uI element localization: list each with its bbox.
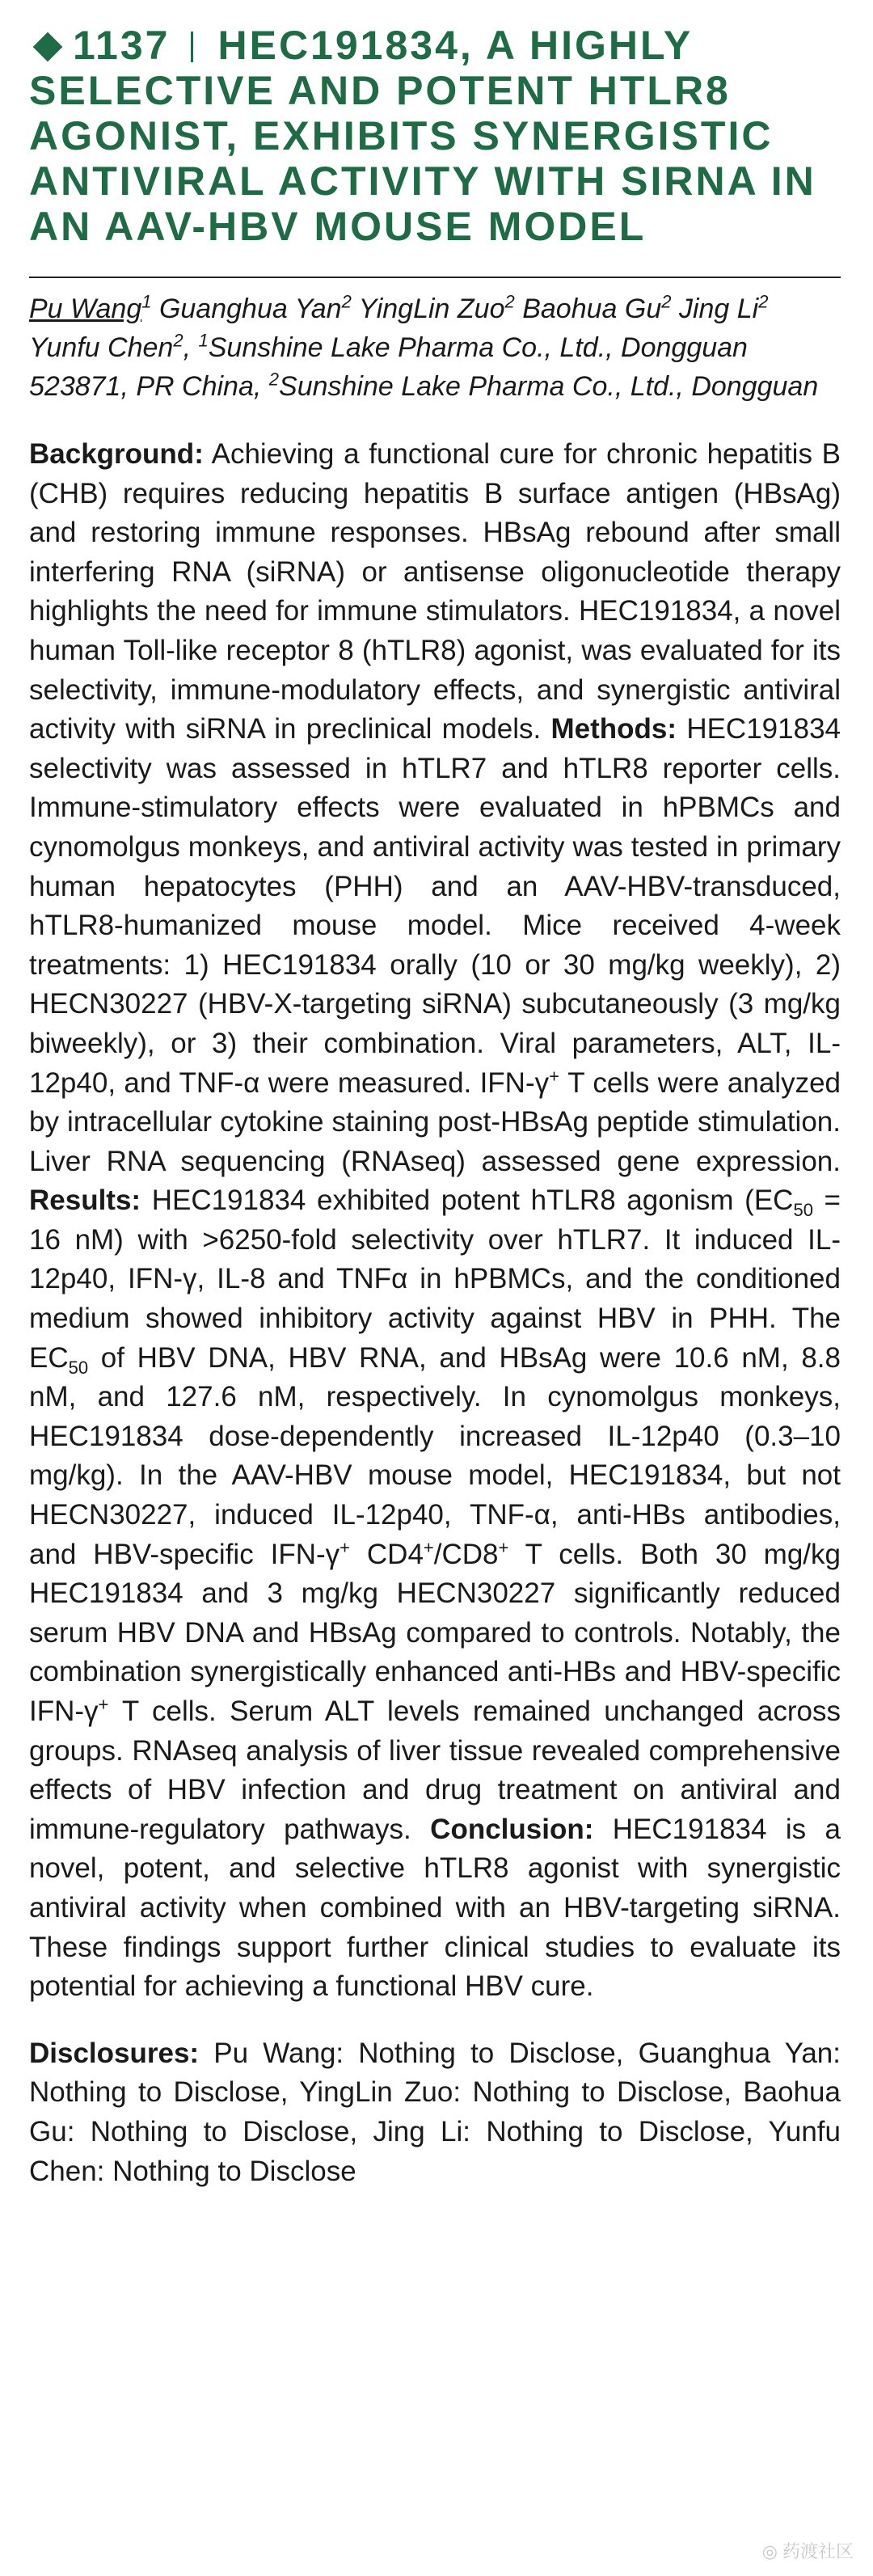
superscript: + bbox=[98, 1694, 109, 1715]
title-separator bbox=[191, 32, 193, 62]
author-name: Baohua Gu bbox=[514, 293, 662, 324]
affiliation-mark: 2 bbox=[268, 369, 280, 390]
results-text: T cells. Serum ALT levels remained unchanged across groups. RNAseq analysis of liver tissue revealed comprehensive effects of HBV infection and drug treatment on antiviral and immune-regulatory pathways. bbox=[29, 1696, 841, 1845]
disclosures-section bbox=[29, 2034, 841, 2191]
author-name: Yunfu Chen bbox=[29, 332, 174, 363]
conclusion-text: HEC191834 is a novel, potent, and selective hTLR8 agonist with synergistic antiviral activity when combined with an HBV-targeting siRNA. These findings support further clinical studies to evaluate its potential for achieving a functional HBV cure. bbox=[29, 1813, 841, 2003]
results-text: HEC191834 exhibited potent hTLR8 agonism (EC bbox=[141, 1185, 794, 1217]
results-text: /CD8 bbox=[433, 1538, 499, 1570]
affiliation-mark: 2 bbox=[173, 330, 183, 351]
disclosures-text: Pu Wang: Nothing to Disclose, Guanghua Yan: Nothing to Disclose, YingLin Zuo: Nothing to Disclose, Baohua Gu: Nothing to Disclose, Jing Li: Nothing to Disclose, Yunfu Chen: Nothing to Disclose bbox=[29, 2037, 841, 2187]
diamond-bullet-icon bbox=[33, 32, 63, 61]
author-name: Jing Li bbox=[678, 293, 759, 324]
methods-label: Methods: bbox=[550, 713, 677, 745]
author-name: YingLin Zuo bbox=[351, 293, 505, 324]
disclosures-label: Disclosures: bbox=[29, 2037, 200, 2069]
superscript: + bbox=[423, 1536, 434, 1557]
affiliation-mark: 1 bbox=[198, 330, 209, 351]
results-text: CD4 bbox=[350, 1538, 424, 1570]
methods-text: HEC191834 selectivity was assessed in hTLR7 and hTLR8 reporter cells. Immune-stimulatory effects were evaluated in hPBMCs and cynomolgus monkeys, and antiviral activity was tested in primary human hepatocytes (PHH) and an AAV-HBV-transduced, hTLR8-humanized mouse model. Mice received 4-week treatments: 1) HEC191834 orally (10 or 30 mg/kg weekly), 2) HECN30227 (HBV-X-targeting siRNA) subcutaneously (3 mg/kg biweekly), or 3) their combination. Viral parameters, ALT, IL-12p40, and TNF-α were measured. IFN-γ bbox=[29, 713, 841, 1099]
methods-text: T cells were analyzed by intracellular cytokine staining post-HBsAg peptide stimulation. Liver RNA sequencing (RNAseq) assessed gene expression. bbox=[29, 1066, 841, 1177]
results-label: Results: bbox=[29, 1185, 141, 1217]
subscript: 50 bbox=[68, 1357, 89, 1378]
author-name: Guanghua Yan bbox=[151, 293, 342, 324]
affiliation-text: Sunshine Lake Pharma Co., Ltd., Dongguan bbox=[279, 371, 819, 402]
results-text: = 16 nM) with >6250-fold selectivity over hTLR7. It induced IL-12p40, IFN-γ, IL-8 and TNFα in hPBMCs, and the conditioned medium showed inhibitory activity against HBV in PHH. The EC bbox=[29, 1185, 841, 1374]
affiliation-mark: 2 bbox=[661, 291, 672, 312]
superscript: + bbox=[498, 1536, 509, 1557]
results-text: T cells. Both 30 mg/kg HEC191834 and 3 mg/kg HECN30227 significantly reduced serum HBV DNA and HBsAg compared to controls. Notably, the combination synergistically enhanced anti-HBs and HBV-specific IFN-γ bbox=[29, 1538, 841, 1727]
abstract-body bbox=[29, 435, 841, 2007]
affiliation-text: Sunshine Lake Pharma Co., Ltd., Dongguan 523871, PR China, bbox=[29, 332, 748, 402]
conclusion-label: Conclusion: bbox=[430, 1813, 594, 1845]
abstract-paragraph bbox=[29, 435, 841, 2007]
title-divider bbox=[29, 277, 841, 278]
results-text: of HBV DNA, HBV RNA, and HBsAg were 10.6 nM, 8.8 nM, and 127.6 nM, respectively. In cynomolgus monkeys, HEC191834 dose-dependently increased IL-12p40 (0.3–10 mg/kg). In the AAV-HBV mouse model, HEC191834, but not HECN30227, induced IL-12p40, TNF-α, anti-HBs antibodies, and HBV-specific IFN-γ bbox=[29, 1341, 841, 1570]
affiliation-mark: 2 bbox=[758, 291, 769, 312]
superscript: + bbox=[340, 1536, 350, 1557]
affiliation-mark: 1 bbox=[141, 291, 152, 312]
presenting-author: Pu Wang bbox=[29, 293, 142, 324]
abstract-number: 1137 bbox=[73, 23, 171, 68]
affiliation-mark: 2 bbox=[504, 291, 515, 312]
background-label: Background: bbox=[29, 438, 204, 470]
superscript: + bbox=[549, 1065, 559, 1086]
subscript: 50 bbox=[793, 1200, 813, 1221]
background-text: Achieving a functional cure for chronic hepatitis B (CHB) requires reducing hepatitis B surface antigen (HBsAg) and restoring immune responses. HBsAg rebound after small interfering RNA (siRNA) or antisense oligonucleotide therapy highlights the need for immune stimulators. HEC191834, a novel human Toll-like receptor 8 (hTLR8) agonist, was evaluated for its selectivity, immune-modulatory effects, and synergistic antiviral activity with siRNA in preclinical models. bbox=[29, 438, 841, 745]
abstract-title-text: HEC191834, A HIGHLY SELECTIVE AND POTENT HTLR8 AGONIST, EXHIBITS SYNERGISTIC ANTIVIRAL ACTIVITY WITH SIRNA IN AN AAV-HBV MOUSE MODEL bbox=[29, 23, 816, 249]
affiliation-mark: 2 bbox=[341, 291, 352, 312]
author-list: Pu Wang$^1$ Guanghua Yan$^2$ YingLin Zuo$^2$ Baohua Gu$^2$ Jing Li$^2$ Yunfu Chen$^2$, $^1$Sunshine Lake Pharma Co., Ltd., Dongguan 523871, PR China, $^2$Sunshine Lake Pharma Co., Ltd., Dongguan bbox=[29, 291, 819, 402]
watermark: ◎ 药渡社区 bbox=[761, 2541, 854, 2561]
abstract-title bbox=[29, 23, 841, 249]
